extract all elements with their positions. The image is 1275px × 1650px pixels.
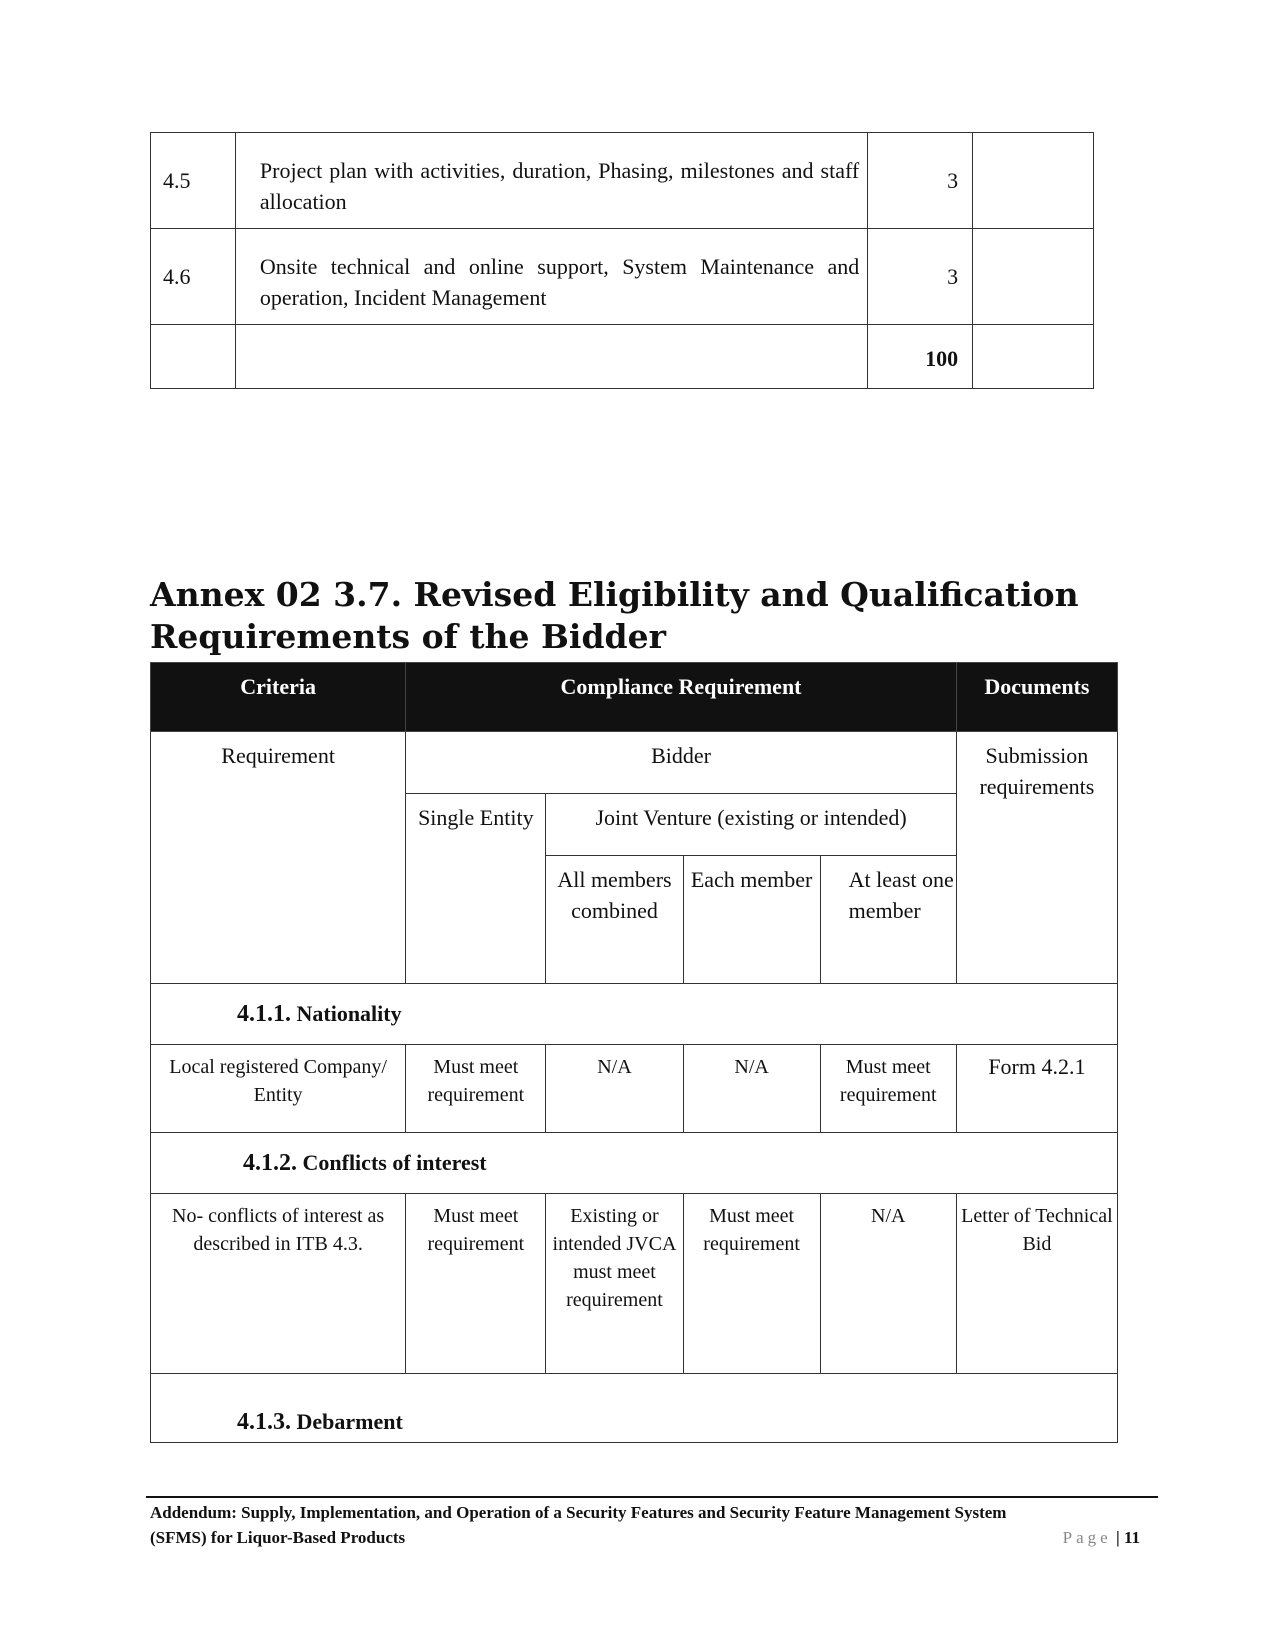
cell-each-member: N/A bbox=[683, 1045, 820, 1133]
page-word: Page bbox=[1062, 1528, 1112, 1547]
section-row bbox=[151, 1133, 1118, 1194]
subheader-single-entity: Single Entity bbox=[406, 794, 546, 984]
row-remark bbox=[973, 133, 1094, 229]
score-row bbox=[151, 133, 1094, 229]
cell-at-least-one: N/A bbox=[820, 1194, 956, 1374]
footer-divider bbox=[146, 1496, 1158, 1498]
annex-heading bbox=[150, 574, 1079, 658]
cell-each-member: Must meet requirement bbox=[683, 1194, 820, 1374]
section-title bbox=[151, 984, 1118, 1045]
page-number-label bbox=[1063, 1525, 1140, 1550]
subheader-joint-venture: Joint Venture (existing or intended) bbox=[546, 794, 956, 856]
section-label: Nationality bbox=[296, 1001, 402, 1026]
section-row bbox=[151, 1374, 1118, 1443]
header-compliance: Compliance Requirement bbox=[406, 663, 957, 732]
section-label: Conflicts of interest bbox=[302, 1150, 487, 1175]
subheader-submission: Submission requirements bbox=[956, 732, 1117, 984]
row-score: 3 bbox=[868, 229, 973, 325]
section-row bbox=[151, 984, 1118, 1045]
total-remark-cell bbox=[973, 325, 1094, 389]
cell-documents: Form 4.2.1 bbox=[956, 1045, 1117, 1133]
row-description: Project plan with activities, duration, Phasing, milestones and staff allocation bbox=[235, 133, 867, 229]
score-row bbox=[151, 229, 1094, 325]
section-title bbox=[151, 1374, 1118, 1443]
eligibility-table bbox=[150, 662, 1118, 1443]
subheader-row bbox=[151, 732, 1118, 794]
section-number: 4.1.2. bbox=[243, 1150, 297, 1176]
score-total-row bbox=[151, 325, 1094, 389]
cell-requirement: Local registered Company/ Entity bbox=[151, 1045, 406, 1133]
cell-all-members: N/A bbox=[546, 1045, 683, 1133]
cell-single-entity: Must meet requirement bbox=[406, 1045, 546, 1133]
total-blank-cell bbox=[151, 325, 236, 389]
evaluation-score-table bbox=[150, 132, 1094, 389]
heading-line-2: Requirements of the Bidder bbox=[150, 617, 666, 656]
table-header-row bbox=[151, 663, 1118, 732]
cell-documents: Letter of Technical Bid bbox=[956, 1194, 1117, 1374]
row-score: 3 bbox=[868, 133, 973, 229]
subheader-all-members: All members combined bbox=[546, 856, 683, 984]
table-row bbox=[151, 1045, 1118, 1133]
total-label-cell bbox=[235, 325, 867, 389]
cell-single-entity: Must meet requirement bbox=[406, 1194, 546, 1374]
cell-requirement: No- conflicts of interest as described in ITB 4.3. bbox=[151, 1194, 406, 1374]
subheader-bidder: Bidder bbox=[406, 732, 957, 794]
table-row bbox=[151, 1194, 1118, 1374]
row-remark bbox=[973, 229, 1094, 325]
heading-line-1: Annex 02 3.7. Revised Eligibility and Qualification bbox=[150, 575, 1079, 614]
footer-title-line-2: (SFMS) for Liquor-Based Products bbox=[150, 1528, 406, 1547]
header-documents: Documents bbox=[956, 663, 1117, 732]
row-description: Onsite technical and online support, System Maintenance and operation, Incident Management bbox=[235, 229, 867, 325]
header-criteria: Criteria bbox=[151, 663, 406, 732]
total-score: 100 bbox=[868, 325, 973, 389]
section-number: 4.1.1. bbox=[237, 1001, 291, 1027]
section-title bbox=[151, 1133, 1118, 1194]
page-footer bbox=[150, 1500, 1140, 1550]
row-number: 4.6 bbox=[151, 229, 236, 325]
subheader-at-least-one: At least one member bbox=[820, 856, 956, 984]
section-label: Debarment bbox=[296, 1409, 403, 1434]
page-separator: | bbox=[1115, 1528, 1120, 1547]
row-number: 4.5 bbox=[151, 133, 236, 229]
footer-title-line-1: Addendum: Supply, Implementation, and Operation of a Security Features and Security Feature Management System bbox=[150, 1503, 1007, 1522]
subheader-requirement: Requirement bbox=[151, 732, 406, 984]
page-number: 11 bbox=[1123, 1528, 1140, 1547]
subheader-each-member: Each member bbox=[683, 856, 820, 984]
cell-at-least-one: Must meet requirement bbox=[820, 1045, 956, 1133]
section-number: 4.1.3. bbox=[237, 1409, 291, 1435]
cell-all-members: Existing or intended JVCA must meet requirement bbox=[546, 1194, 683, 1374]
